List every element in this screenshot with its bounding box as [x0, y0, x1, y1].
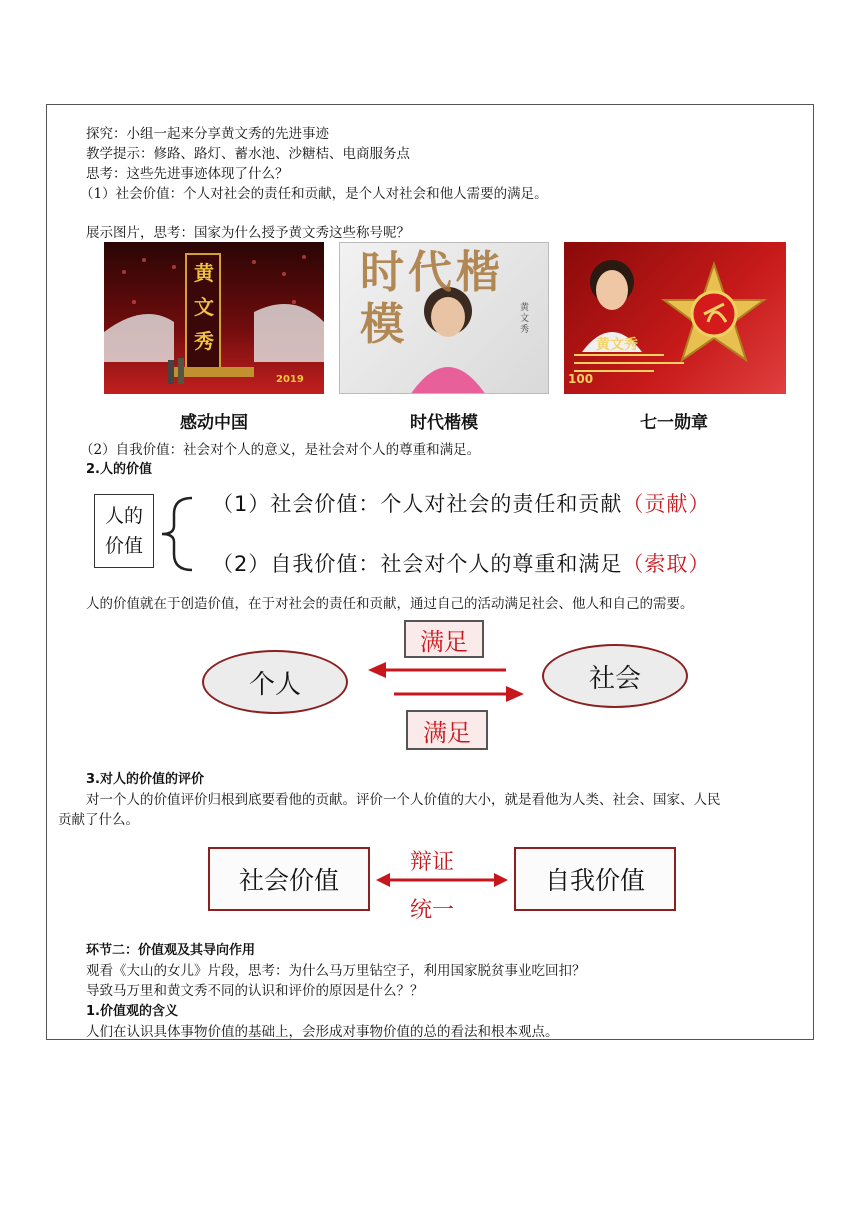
photo2-big-text: 时代楷模 — [360, 247, 504, 350]
eval-paragraph-1: 对一个人的价值评价归根到底要看他的贡献。评价一个人价值的大小，就是看他为人类、社会、国家、人民 — [86, 792, 721, 808]
show-pics-line: 展示图片，思考：国家为什么授予黄文秀这些称号呢？ — [86, 225, 410, 241]
diagram1-line2-tag: （索取） — [622, 552, 711, 576]
photo-qiyi-xunzhang — [564, 242, 786, 394]
diagram1-line1 — [212, 488, 710, 518]
brace-icon — [156, 494, 196, 574]
diagram1-line2-text: （2）自我价值：社会对个人的尊重和满足 — [212, 552, 623, 576]
double-arrow-icon — [374, 870, 510, 890]
satisfy-bottom-tag: 满足 — [406, 710, 488, 750]
caption-shidai: 时代楷模 — [410, 413, 478, 433]
unity-label: 统一 — [410, 898, 455, 923]
heading-evaluation: 3.对人的价值的评价 — [86, 772, 204, 787]
diagram1-line2 — [212, 548, 710, 578]
photo2-small-text: 黄文秀 — [520, 303, 530, 335]
social-value-box: 社会价值 — [208, 847, 370, 911]
watch-line: 观看《大山的女儿》片段，思考：为什么马万里钻空子，利用国家脱贫事业吃回扣？ — [86, 963, 586, 979]
individual-ellipse: 个人 — [202, 650, 348, 714]
meaning-paragraph: 人们在认识具体事物价值的基础上，会形成对事物价值的总的看法和根本观点。 — [86, 1024, 559, 1040]
diagram1-line1-tag: （贡献） — [622, 492, 711, 516]
photo-shidai-kaimo — [339, 242, 549, 394]
explore-line: 探究：小组一起来分享黄文秀的先进事迹 — [86, 126, 329, 142]
photo3-name: 黄文秀 — [596, 337, 638, 353]
social-value-line: （1）社会价值：个人对社会的责任和贡献，是个人对社会和他人需要的满足。 — [80, 186, 548, 202]
photo-qiyi-art — [564, 242, 786, 394]
section-two-heading: 环节二：价值观及其导向作用 — [86, 943, 256, 958]
self-value-line: （2）自我价值：社会对个人的意义，是社会对个人的尊重和满足。 — [80, 442, 481, 458]
photo1-year: 2019 — [276, 374, 304, 385]
eval-paragraph-2: 贡献了什么。 — [58, 812, 139, 828]
heading-meaning: 1.价值观的含义 — [86, 1004, 178, 1019]
photo3-num: 100 — [568, 372, 594, 386]
hint-line: 教学提示：修路、路灯、蓄水池、沙糖桔、电商服务点 — [86, 146, 410, 162]
exchange-arrows-icon — [366, 660, 526, 706]
society-ellipse: 社会 — [542, 644, 688, 708]
satisfy-top-tag: 满足 — [404, 620, 484, 658]
dialectic-label: 辩证 — [410, 850, 455, 875]
photo-gandong-zhongguo — [104, 242, 324, 394]
self-value-box: 自我价值 — [514, 847, 676, 911]
caption-qiyi: 七一勋章 — [640, 413, 708, 433]
human-value-box: 人的价值 — [94, 494, 154, 568]
cause-line: 导致马万里和黄文秀不同的认识和评价的原因是什么？？ — [86, 983, 424, 999]
think-line: 思考：这些先进事迹体现了什么？ — [86, 166, 289, 182]
value-paragraph: 人的价值就在于创造价值，在于对社会的责任和贡献，通过自己的活动满足社会、他人和自己的需要。 — [86, 596, 694, 612]
heading-human-value: 2.人的价值 — [86, 462, 152, 477]
diagram1-line1-text: （1）社会价值：个人对社会的责任和贡献 — [212, 492, 623, 516]
photo1-text: 黄文秀 — [194, 261, 214, 353]
caption-gandong: 感动中国 — [180, 413, 248, 433]
